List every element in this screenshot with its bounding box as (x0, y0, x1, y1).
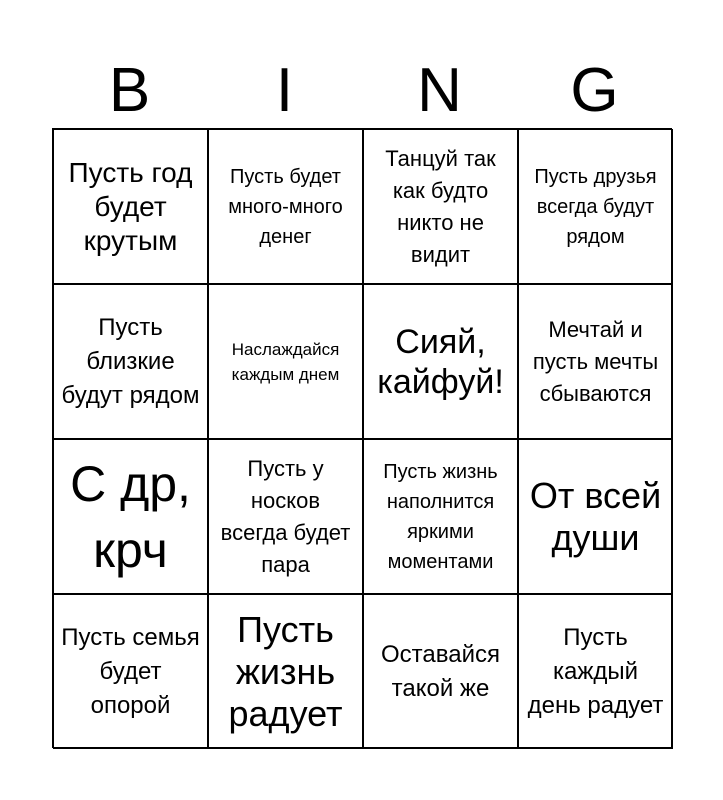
bingo-grid (52, 128, 672, 748)
bingo-cell[interactable] (208, 439, 363, 594)
cell-text: Мечтай и пусть мечты сбываются (532, 316, 659, 406)
bingo-cell[interactable] (363, 129, 518, 284)
bingo-cell[interactable] (363, 594, 518, 749)
cell-text: Пусть будет много-много денег (228, 165, 343, 248)
bingo-cell[interactable] (53, 594, 208, 749)
bingo-cell[interactable] (518, 129, 673, 284)
bingo-cell[interactable] (518, 439, 673, 594)
cell-text: Танцуй так как будто никто не видит (385, 145, 496, 267)
header-letter-g: G (570, 56, 619, 125)
cell-text: Пусть друзья всегда будут рядом (534, 165, 657, 248)
bingo-cell[interactable] (518, 594, 673, 749)
bingo-cell[interactable] (208, 129, 363, 284)
bingo-cell[interactable] (53, 439, 208, 594)
bingo-cell[interactable] (518, 284, 673, 439)
cell-text: Наслаждайся каждым днем (231, 339, 340, 384)
cell-text: Пусть у носков всегда будет пара (220, 455, 351, 577)
bingo-cell[interactable] (53, 284, 208, 439)
header-letter-i: I (275, 56, 294, 125)
bingo-cell[interactable] (208, 284, 363, 439)
cell-text: Пусть год будет крутым (68, 156, 193, 256)
cell-text: Сияй, кайфуй! (377, 322, 504, 401)
bingo-header (52, 55, 672, 127)
bingo-cell[interactable] (208, 594, 363, 749)
cell-text: С др, крч (70, 455, 191, 578)
cell-text: Оставайся такой же (381, 640, 500, 702)
bingo-cell[interactable] (363, 439, 518, 594)
header-letter-n: N (417, 56, 462, 125)
bingo-cell[interactable] (53, 129, 208, 284)
cell-text: Пусть каждый день радует (527, 623, 664, 719)
cell-text: Пусть жизнь наполнится яркими моментами (383, 460, 498, 573)
cell-text: Пусть семья будет опорой (61, 623, 200, 719)
cell-text: Пусть близкие будут рядом (61, 313, 200, 409)
bingo-cell[interactable] (363, 284, 518, 439)
header-letter-b: B (108, 56, 151, 125)
cell-text: Пусть жизнь радует (228, 608, 343, 734)
cell-text: От всей души (529, 474, 662, 558)
